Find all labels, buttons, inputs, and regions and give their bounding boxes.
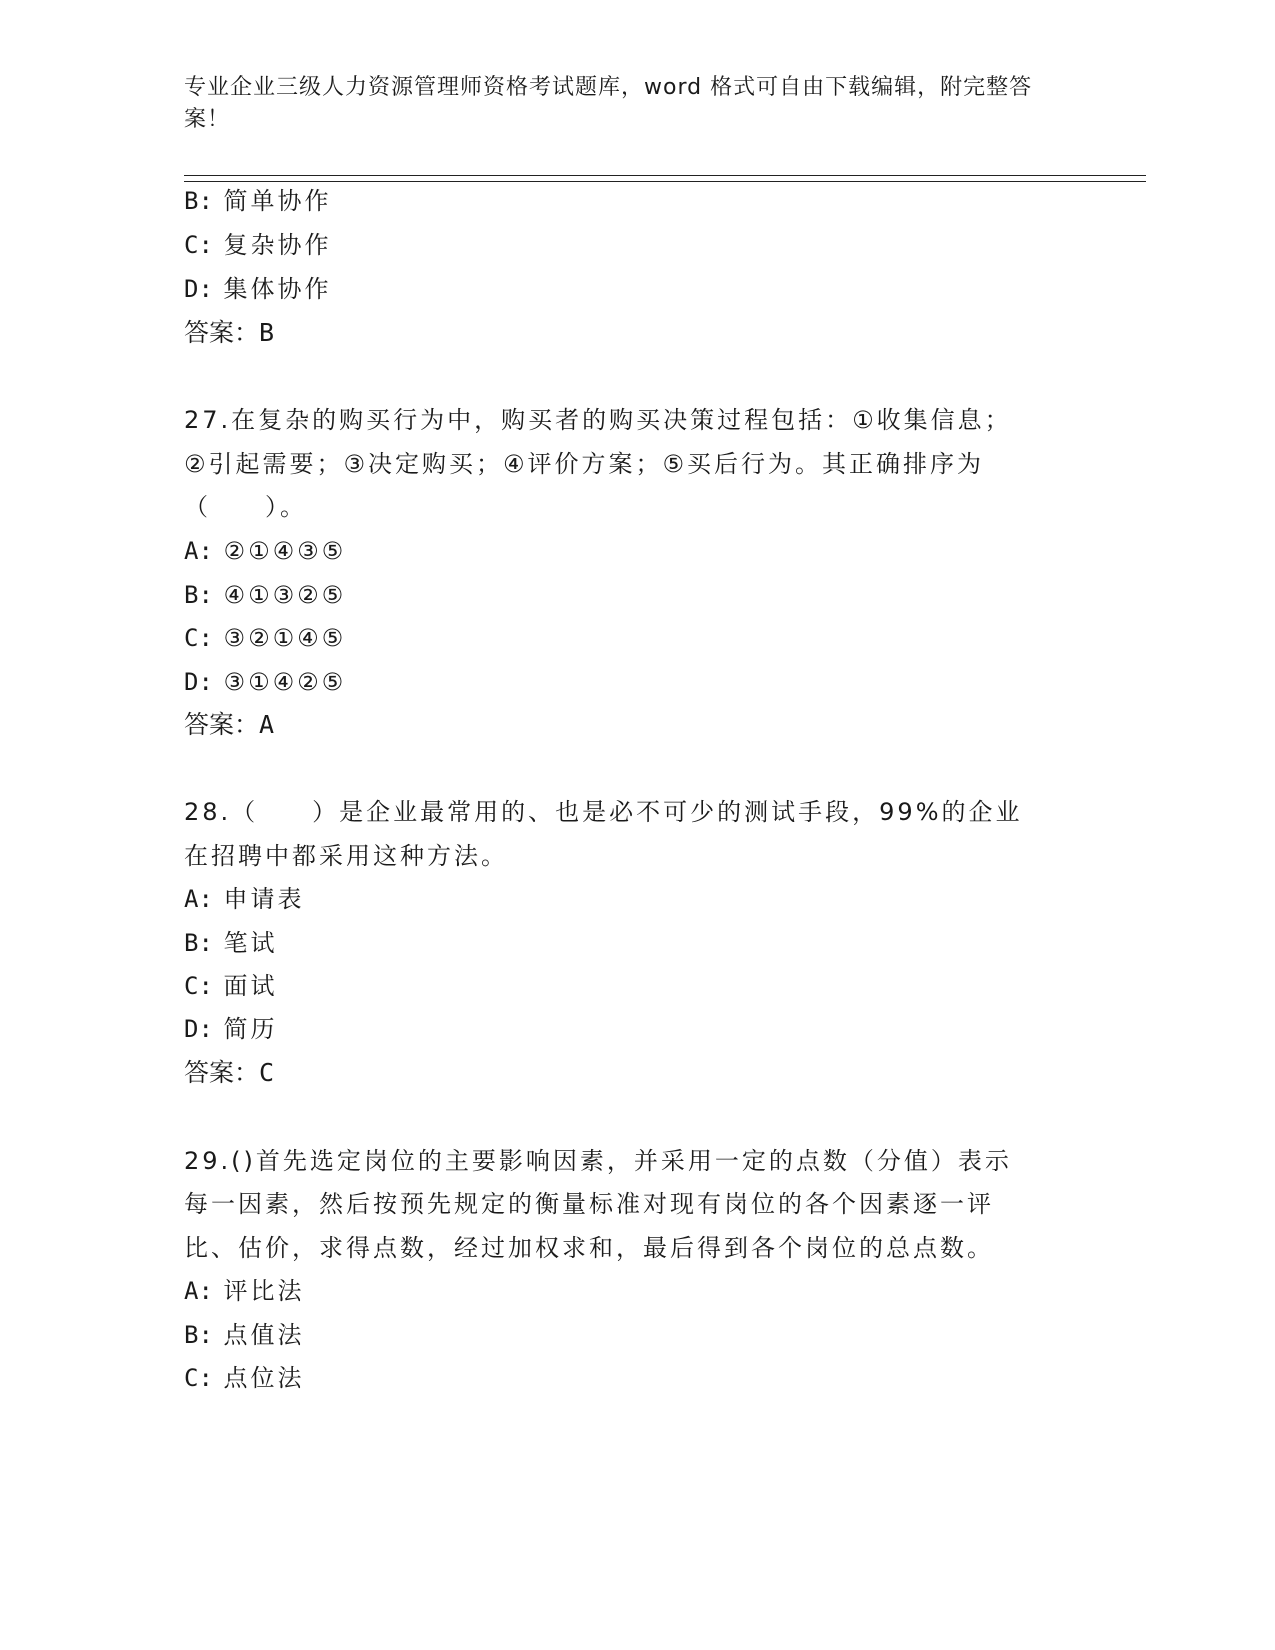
q29-option-b: B: 点值法 <box>184 1321 305 1349</box>
header-divider-bottom <box>184 181 1146 182</box>
q26-answer: 答案：B <box>184 318 275 347</box>
q26-option-d: D: 集体协作 <box>184 275 332 303</box>
q29-stem-line-2: 每一因素，然后按预先规定的衡量标准对现有岗位的各个因素逐一评 <box>184 1190 994 1218</box>
q29-option-a: A: 评比法 <box>184 1277 305 1305</box>
header-divider-top <box>184 175 1146 176</box>
q29-stem-line-3: 比、估价，求得点数，经过加权求和，最后得到各个岗位的总点数。 <box>184 1234 994 1262</box>
q27-stem-line-1: 27.在复杂的购买行为中，购买者的购买决策过程包括：①收集信息； <box>184 406 1012 434</box>
q26-option-b: B: 简单协作 <box>184 187 332 215</box>
q28-option-c: C: 面试 <box>184 972 278 1000</box>
q26-option-c: C: 复杂协作 <box>184 231 332 259</box>
q27-option-d: D: ③①④②⑤ <box>184 668 347 696</box>
q29-stem-line-1: 29.()首先选定岗位的主要影响因素，并采用一定的点数（分值）表示 <box>184 1147 1012 1175</box>
q27-option-a: A: ②①④③⑤ <box>184 537 347 565</box>
q27-option-b: B: ④①③②⑤ <box>184 581 347 609</box>
q29-option-c: C: 点位法 <box>184 1364 305 1392</box>
q28-answer: 答案：C <box>184 1058 275 1087</box>
document-header: 专业企业三级人力资源管理师资格考试题库，word 格式可自由下载编辑，附完整答案！ <box>184 75 1033 132</box>
q27-stem-line-2: ②引起需要；③决定购买；④评价方案；⑤买后行为。其正确排序为 <box>184 450 985 478</box>
q27-answer: 答案：A <box>184 710 275 739</box>
q28-stem-line-1: 28.（ ）是企业最常用的、也是必不可少的测试手段，99%的企业 <box>184 798 1023 826</box>
q28-option-d: D: 简历 <box>184 1015 278 1043</box>
q27-option-c: C: ③②①④⑤ <box>184 624 347 652</box>
q28-stem-line-2: 在招聘中都采用这种方法。 <box>184 842 508 870</box>
q27-stem-line-3: （ ）。 <box>184 493 307 521</box>
q28-option-a: A: 申请表 <box>184 885 305 913</box>
q28-option-b: B: 笔试 <box>184 929 278 957</box>
